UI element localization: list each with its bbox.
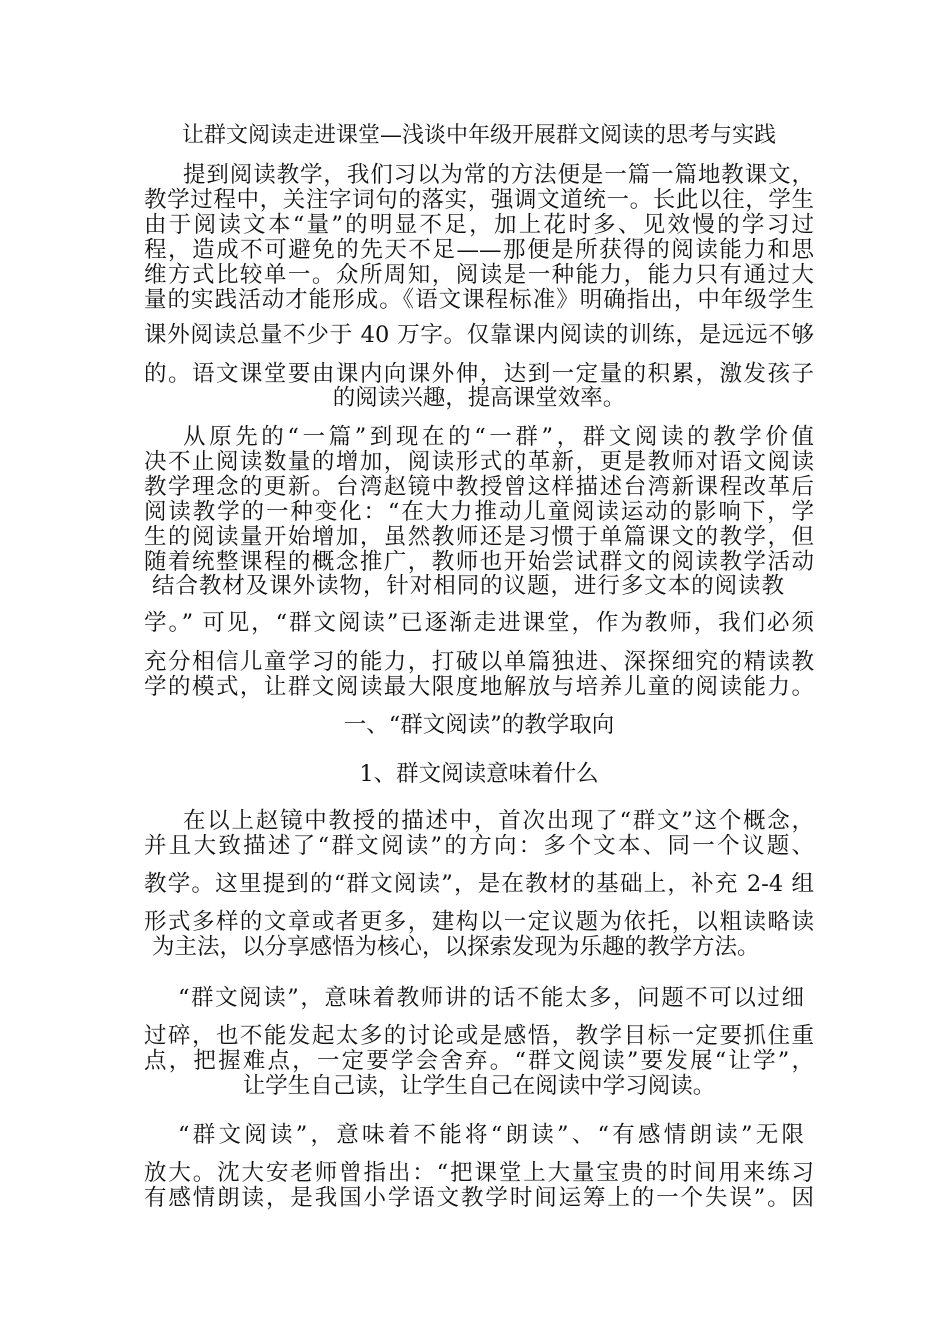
- document-title: 让群文阅读走进课堂—浅谈中年级开展群文阅读的思考与实践: [181, 123, 776, 148]
- paragraph-line: 决不止阅读数量的增加，阅读形式的革新，更是教师对语文阅读: [144, 449, 814, 475]
- paragraph-line: 形式多样的文章或者更多，建构以一定议题为依托，以粗读略读: [144, 909, 814, 935]
- paragraph-line: 学的模式，让群文阅读最大限度地解放与培养儿童的阅读能力。: [144, 674, 814, 700]
- section-heading: 一、“群文阅读”的教学取向: [343, 712, 615, 738]
- paragraph-line: 放大。沈大安老师曾指出：“把课堂上大量宝贵的时间用来练习: [144, 1160, 814, 1186]
- paragraph-line: 量的实践活动才能形成。《语文课程标准》明确指出，中年级学生: [144, 287, 814, 313]
- paragraph-line: 并且大致描述了“群文阅读”的方向：多个文本、同一个议题、: [144, 833, 814, 859]
- paragraph-line: 为主法，以分享感悟为核心，以探索发现为乐趣的教学方法。: [152, 934, 760, 960]
- paragraph-line: 过碎，也不能发起太多的讨论或是感悟，教学目标一定要抓住重: [144, 1023, 814, 1049]
- paragraph-line: 教学理念的更新。台湾赵镜中教授曾这样描述台湾新课程改革后: [144, 474, 814, 500]
- paragraph-line: “群文阅读”，意味着教师讲的话不能太多，问题不可以过细: [178, 985, 804, 1011]
- paragraph-line: 生的阅读量开始增加，虽然教师还是习惯于单篇课文的教学，但: [144, 524, 814, 550]
- paragraph-line: “群文阅读”，意味着不能将“朗读”、“有感情朗读”无限: [178, 1122, 804, 1148]
- paragraph-line: 结合教材及课外读物，针对相同的议题，进行多文本的阅读教: [152, 573, 784, 599]
- paragraph-line: 点，把握难点，一定要学会舍弃。“群文阅读”要发展“让学”，: [144, 1048, 814, 1074]
- paragraph-line: 维方式比较单一。众所周知，阅读是一种能力，能力只有通过大: [144, 262, 814, 288]
- subsection-heading: 1、群文阅读意味着什么: [359, 761, 599, 787]
- paragraph-line: 的阅读兴趣，提高课堂效率。: [332, 385, 626, 411]
- paragraph-line: 充分相信儿童学习的能力，打破以单篇独进、深探细究的精读教: [144, 649, 814, 675]
- paragraph-line: 随着统整课程的概念推广，教师也开始尝试群文的阅读教学活动: [144, 549, 814, 575]
- paragraph-line: 程，造成不可避免的先天不足——那便是所获得的阅读能力和思: [144, 237, 814, 263]
- paragraph-line: 让学生自己读，让学生自己在阅读中学习阅读。: [242, 1073, 716, 1099]
- paragraph-line: 教学。这里提到的“群文阅读”，是在教材的基础上，补充 2-4 组: [144, 871, 814, 897]
- paragraph-line: 的。语文课堂要由课内向课外伸，达到一定量的积累，激发孩子: [144, 361, 814, 387]
- paragraph-line: 提到阅读教学，我们习以为常的方法便是一篇一篇地教课文，: [183, 162, 814, 188]
- paragraph-line: 从原先的“一篇”到现在的“一群”，群文阅读的教学价值: [183, 424, 814, 450]
- paragraph-line: 教学过程中，关注字词句的落实，强调文道统一。长此以往，学生: [144, 187, 814, 213]
- paragraph-line: 在以上赵镜中教授的描述中，首次出现了“群文”这个概念，: [183, 808, 814, 834]
- paragraph-line: 学。” 可见，“群文阅读”已逐渐走进课堂，作为教师，我们必须: [144, 610, 814, 636]
- paragraph-line: 阅读教学的一种变化：“在大力推动儿童阅读运动的影响下，学: [144, 499, 814, 525]
- paragraph-line: 由于阅读文本“量”的明显不足，加上花时多、见效慢的学习过: [144, 212, 814, 238]
- paragraph-line: 课外阅读总量不少于 40 万字。仅靠课内阅读的训练，是远远不够: [144, 322, 814, 348]
- paragraph-line: 有感情朗读，是我国小学语文教学时间运筹上的一个失误”。因: [144, 1185, 814, 1211]
